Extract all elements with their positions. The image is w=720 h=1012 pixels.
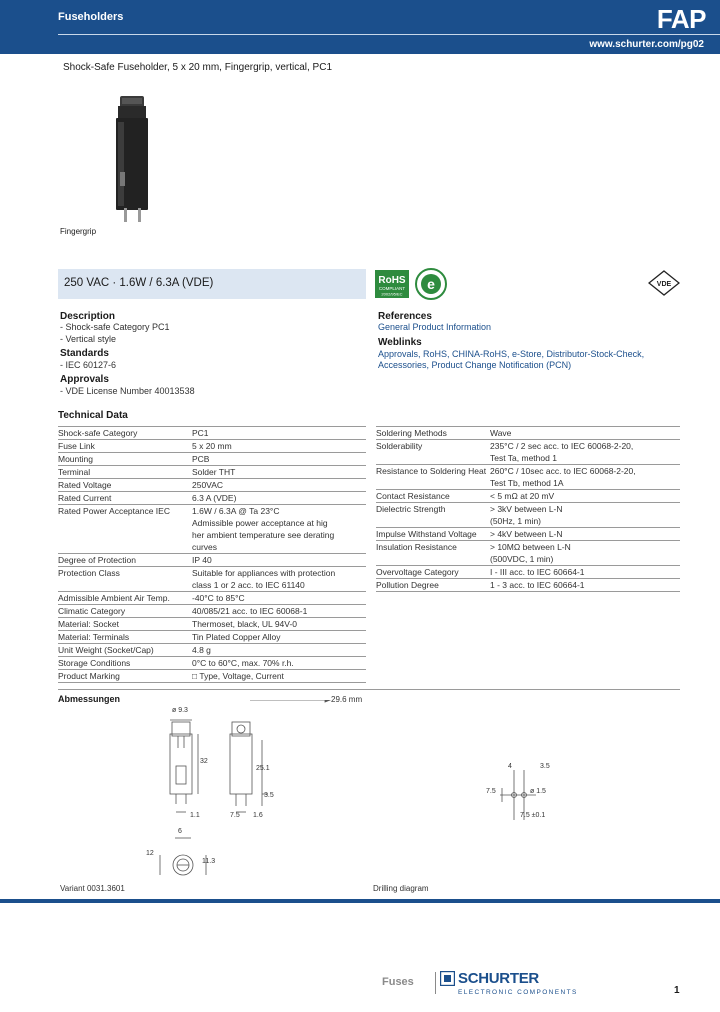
drilling-diagram <box>488 760 548 830</box>
table-row <box>376 490 680 503</box>
row-value-line: -40°C to 85°C <box>192 593 245 603</box>
row-value <box>192 466 235 478</box>
row-value-line: 1.6W / 6.3A @ Ta 23°C <box>192 506 280 516</box>
row-value-line: 235°C / 2 sec acc. to IEC 60068-2-20, <box>490 441 634 451</box>
row-value-line: I - III acc. to IEC 60664-1 <box>490 567 585 577</box>
row-value <box>192 618 297 630</box>
row-value-line: curves <box>192 542 218 552</box>
dimensions-title: Abmessungen <box>58 694 121 704</box>
svg-text:2002/95/EC: 2002/95/EC <box>381 291 403 297</box>
bottom-label: 11.3 <box>202 858 216 865</box>
row-value <box>192 592 245 604</box>
table-row <box>376 528 680 541</box>
row-value-line: (500VDC, 1 min) <box>490 554 554 564</box>
overall-length-label: 29.6 mm <box>331 695 363 704</box>
table-row <box>58 554 366 567</box>
drill-label: 7.5 ±0.1 <box>520 812 546 819</box>
row-value-line: Suitable for appliances with protection <box>192 568 336 578</box>
row-label: Protection Class <box>58 568 120 578</box>
row-label: Dielectric Strength <box>376 504 446 514</box>
row-value-line: 6.3 A (VDE) <box>192 493 237 503</box>
references-title: References <box>378 311 432 322</box>
table-row <box>58 644 366 657</box>
svg-text:RoHS: RoHS <box>378 275 406 286</box>
row-label: Contact Resistance <box>376 491 450 501</box>
row-value <box>490 579 585 591</box>
row-value <box>490 503 563 527</box>
description-title: Description <box>60 311 116 322</box>
row-label: Mounting <box>58 454 93 464</box>
table-row <box>58 453 366 466</box>
footer-fuses-label: Fuses <box>382 976 414 988</box>
row-value <box>192 492 236 504</box>
svg-text:VDE: VDE <box>656 281 672 288</box>
table-row <box>376 566 680 579</box>
row-value-line: Admissible power acceptance at hig <box>192 518 328 528</box>
row-label: Soldering Methods <box>376 428 447 438</box>
weblinks-title: Weblinks <box>378 337 422 348</box>
row-value-line: 40/085/21 acc. to IEC 60068-1 <box>192 606 308 616</box>
row-label: Pollution Degree <box>376 580 439 590</box>
product-code: FAP <box>656 4 706 34</box>
product-subtitle: Shock-Safe Fuseholder, 5 x 20 mm, Fingergrip, vertical, PC1 <box>63 62 333 73</box>
row-value-line: 250VAC <box>192 480 224 490</box>
technical-data-table-right <box>376 426 680 592</box>
drill-label: ø 1.5 <box>530 788 546 795</box>
row-value-line: 0°C to 60°C, max. 70% r.h. <box>192 658 294 668</box>
row-value-line: Test Tb, method 1A <box>490 478 564 488</box>
row-value <box>192 554 212 566</box>
table-row <box>58 440 366 453</box>
table-row <box>58 492 366 505</box>
standards-item: - IEC 60127-6 <box>60 360 117 370</box>
svg-text:e: e <box>427 276 435 292</box>
row-label: Climatic Category <box>58 606 126 616</box>
table-row <box>58 605 366 618</box>
row-label: Shock-safe Category <box>58 428 138 438</box>
table-row <box>376 426 680 440</box>
table-row <box>376 541 680 566</box>
table-row <box>58 592 366 605</box>
row-label: Impulse Withstand Voltage <box>376 529 477 539</box>
row-label: Degree of Protection <box>58 555 136 565</box>
general-product-info-link[interactable]: General Product Information <box>378 322 492 332</box>
row-value <box>192 453 209 465</box>
table-row <box>376 440 680 465</box>
row-value-line: 1 - 3 acc. to IEC 60664-1 <box>490 580 585 590</box>
standards-title: Standards <box>60 348 109 359</box>
row-value <box>192 479 223 491</box>
table-row <box>58 631 366 644</box>
approvals-title: Approvals <box>60 374 109 385</box>
row-value-line: Wave <box>490 428 512 438</box>
row-value-line: Thermoset, black, UL 94V-0 <box>192 619 298 629</box>
row-value-line: (50Hz, 1 min) <box>490 516 542 526</box>
row-value <box>192 427 209 439</box>
row-value <box>490 490 554 502</box>
rohs-badge-icon <box>375 270 409 298</box>
table-row <box>58 466 366 479</box>
row-label: Storage Conditions <box>58 658 131 668</box>
schurter-logo: SCHURTER <box>458 970 539 987</box>
header-url-link[interactable]: www.schurter.com/pg02 <box>589 39 704 50</box>
row-label: Material: Socket <box>58 619 119 629</box>
footer-bar <box>0 899 720 903</box>
drill-label: 4 <box>508 763 512 770</box>
description-item: - Shock-safe Category PC1 <box>60 322 170 332</box>
row-value <box>490 440 633 464</box>
row-value <box>192 631 281 643</box>
weblinks-line[interactable]: Accessories, Product Change Notification (PCN) <box>378 360 572 370</box>
row-value-line: 5 x 20 mm <box>192 441 232 451</box>
table-row <box>58 426 366 440</box>
row-value-line: Tin Plated Copper Alloy <box>192 632 281 642</box>
row-value-line: □ Type, Voltage, Current <box>192 671 284 681</box>
row-value-line: > 4kV between L-N <box>490 529 563 539</box>
row-value <box>192 505 334 553</box>
row-value <box>490 427 511 439</box>
drilling-caption: Drilling diagram <box>373 884 429 893</box>
footer-separator <box>435 972 436 994</box>
row-label: Insulation Resistance <box>376 542 457 552</box>
row-value <box>490 465 636 489</box>
row-label: Overvoltage Category <box>376 567 459 577</box>
weblinks-line[interactable]: Approvals, RoHS, CHINA-RoHS, e-Store, Distributor-Stock-Check, <box>378 349 645 359</box>
rating-text: 250 VAC · 1.6W / 6.3A (VDE) <box>64 277 214 289</box>
row-label: Material: Terminals <box>58 632 130 642</box>
row-value-line: IP 40 <box>192 555 212 565</box>
pin-label: 1.6 <box>253 812 263 819</box>
page-number: 1 <box>674 985 680 996</box>
row-value-line: > 3kV between L-N <box>490 504 563 514</box>
header-divider <box>58 34 720 35</box>
vde-mark-icon <box>648 270 680 296</box>
row-value-line: 4.8 g <box>192 645 211 655</box>
row-value-line: class 1 or 2 acc. to IEC 61140 <box>192 580 305 590</box>
table-row <box>58 479 366 492</box>
bottom-label: 6 <box>178 828 182 835</box>
row-value <box>490 566 585 578</box>
table-row <box>376 579 680 592</box>
row-value-line: her ambient temperature see derating <box>192 530 335 540</box>
row-value <box>192 670 284 682</box>
row-label: Rated Current <box>58 493 112 503</box>
bottom-label: 12 <box>146 850 154 857</box>
china-rohs-icon <box>415 268 447 300</box>
height-label: 32 <box>200 758 208 765</box>
technical-data-table-left <box>58 426 366 683</box>
row-label: Resistance to Soldering Heat <box>376 466 487 476</box>
row-value-line: 260°C / 10sec acc. to IEC 60068-2-20, <box>490 466 636 476</box>
description-item: - Vertical style <box>60 334 117 344</box>
table-row <box>58 670 366 683</box>
table-row <box>58 618 366 631</box>
row-value <box>192 605 307 617</box>
height-label: 25.1 <box>256 765 270 772</box>
table-row <box>58 567 366 592</box>
row-label: Admissible Ambient Air Temp. <box>58 593 170 603</box>
row-label: Unit Weight (Socket/Cap) <box>58 645 154 655</box>
table-row <box>376 465 680 490</box>
row-label: Fuse Link <box>58 441 95 451</box>
technical-data-title: Technical Data <box>58 410 128 421</box>
drill-label: 3.5 <box>540 763 550 770</box>
pin-label: 7.5 <box>230 812 240 819</box>
height-label: 3.5 <box>264 792 274 799</box>
table-row <box>58 505 366 554</box>
image-caption: Fingergrip <box>60 227 97 236</box>
row-label: Rated Power Acceptance IEC <box>58 506 170 516</box>
row-value <box>192 440 232 452</box>
product-photo <box>110 92 160 222</box>
row-value-line: < 5 mΩ at 20 mV <box>490 491 555 501</box>
svg-text:COMPLIANT: COMPLIANT <box>378 286 406 291</box>
row-value-line: PC1 <box>192 428 209 438</box>
row-label: Terminal <box>58 467 91 477</box>
row-value <box>192 644 211 656</box>
row-label: Product Marking <box>58 671 120 681</box>
pin-label: 1.1 <box>190 812 200 819</box>
row-value-line: Test Ta, method 1 <box>490 453 557 463</box>
section-divider <box>58 689 680 690</box>
row-value <box>192 567 335 591</box>
row-value-line: PCB <box>192 454 210 464</box>
row-label: Rated Voltage <box>58 480 112 490</box>
schurter-logo-icon <box>440 971 455 986</box>
row-value <box>490 541 571 565</box>
header-category: Fuseholders <box>58 11 124 23</box>
dimension-drawing <box>140 700 380 885</box>
row-value-line: Solder THT <box>192 467 236 477</box>
schurter-logo-sub: ELECTRONIC COMPONENTS <box>458 989 578 996</box>
table-row <box>58 657 366 670</box>
approvals-item: - VDE License Number 40013538 <box>60 386 195 396</box>
row-value-line: > 10MΩ between L-N <box>490 542 571 552</box>
row-value <box>490 528 563 540</box>
drill-label: 7.5 <box>486 788 496 795</box>
row-label: Solderability <box>376 441 423 451</box>
row-value <box>192 657 294 669</box>
diameter-label: ø 9.3 <box>172 707 188 714</box>
variant-label: Variant 0031.3601 <box>60 884 125 893</box>
table-row <box>376 503 680 528</box>
